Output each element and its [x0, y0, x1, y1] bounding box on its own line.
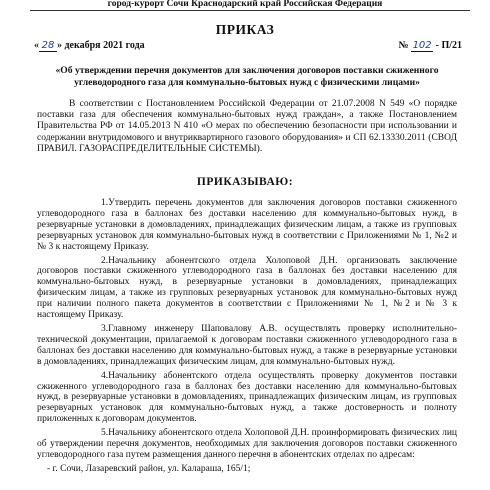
document-title: ПРИКАЗ: [215, 22, 275, 37]
order-item: [37, 256, 457, 321]
order-item: [37, 371, 457, 426]
quote-close: »: [57, 40, 62, 51]
order-month-year: декабря 2021 года: [62, 40, 145, 51]
handwritten-number: 102: [412, 40, 432, 51]
address-line: - г. Сочи, Лазаревский район, ул. Калараша, 165/1;: [47, 463, 251, 474]
order-number: [399, 40, 462, 52]
number-suffix: - П/21: [433, 40, 462, 51]
quote-open: «: [34, 40, 39, 51]
handwritten-day: 28: [39, 41, 57, 52]
order-heading: ПРИКАЗЫВАЮ:: [196, 176, 294, 188]
item-text: Главному инженеру Шаповалову А.В. осуществлять проверку исполнительно-технической документации, прилагаемой к договорам поставки сжиженного углеводородного газа в баллонах без доставки населению для коммунально-бытовых нужд, а также в резервуарные установки в домовладениях, принадлежащих физическим лицам, для коммунально-бытовых нужд.: [37, 323, 457, 367]
order-items: [37, 198, 457, 475]
number-prefix: №: [398, 40, 412, 51]
item-number: 4.: [101, 370, 109, 381]
item-text: Начальнику абонентского отдела осуществлять проверку документов поставки сжиженного углеводородного газа в баллонах без доставки населению для коммунально-бытовых нужд, в резервуарные установки в домовладениях, принадлежащих физическим лицам, из групповых резервуарных установок для коммунально-бытовых нужд, а также достоверность и полноту приложенных к договорам документов.: [37, 370, 457, 425]
city-header: город-курорт Сочи Краснодарский край Российская Федерация: [107, 0, 383, 9]
order-item: [37, 324, 457, 368]
header-divider: [30, 10, 470, 11]
order-subject: «Об утверждении перечня документов для заключения договоров поставки сжиженного углеводородного газа для коммунально-бытовых нужд с физическими лицами»: [55, 65, 439, 88]
item-number: 3.: [101, 323, 109, 334]
item-number: 5.: [101, 428, 109, 439]
order-item: [37, 428, 457, 461]
order-date: [34, 40, 145, 52]
item-number: 1.: [101, 198, 109, 208]
item-number: 2.: [101, 255, 109, 266]
item-text: Начальнику абонентского отдела Холоповой Д.Н. проинформировать физических лиц об утверждении перечня документов, необходимых для заключения договоров поставки сжиженного углеводородного газа путем размещения данного перечня в абонентских отделах по адресам:: [37, 428, 457, 460]
preamble-paragraph: В соответствии с Постановлением Российской Федерации от 21.07.2008 N 549 «О порядке поставки газа для обеспечения коммунально-бытовых нужд граждан», а также Постановлением Правительства РФ от 14.05.2013 N 410 «О мерах по обеспечению безопасности при использовании и содержании внутридомового и внутриквартирного газового оборудования» и СП 62.13330.2011 (СВОД ПРАВИЛ. ГАЗОРАСПРЕДЕЛИТЕЛЬНЫЕ СИСТЕМЫ).: [37, 99, 457, 154]
order-item: [37, 198, 457, 253]
item-text: Утвердить перечень документов для заключения договоров поставки сжиженного углеводородного газа в баллонах без доставки населению для коммунально-бытовых нужд, в резервуарные установки в домовладениях, принадлежащих физическим лицам, а также из групповых резервуарных установок для коммунально-бытовых нужд в соответствии с Приложениями № 1, №2 и № 3 к настоящему Приказу.: [37, 198, 457, 252]
item-text: Начальнику абонентского отдела Холоповой Д.Н. организовать заключение договоров поставки сжиженного углеводородного газа в баллонах без доставки населению для коммунально-бытовых нужд, в резервуарные установки в домовладениях, принадлежащих физическим лицам, а также из групповых резервуарных установок для коммунально-бытовых нужд при наличии полного пакета документов в соответствии с Приложениями № 1, №2 и № 3 к настоящему Приказу.: [37, 255, 457, 321]
